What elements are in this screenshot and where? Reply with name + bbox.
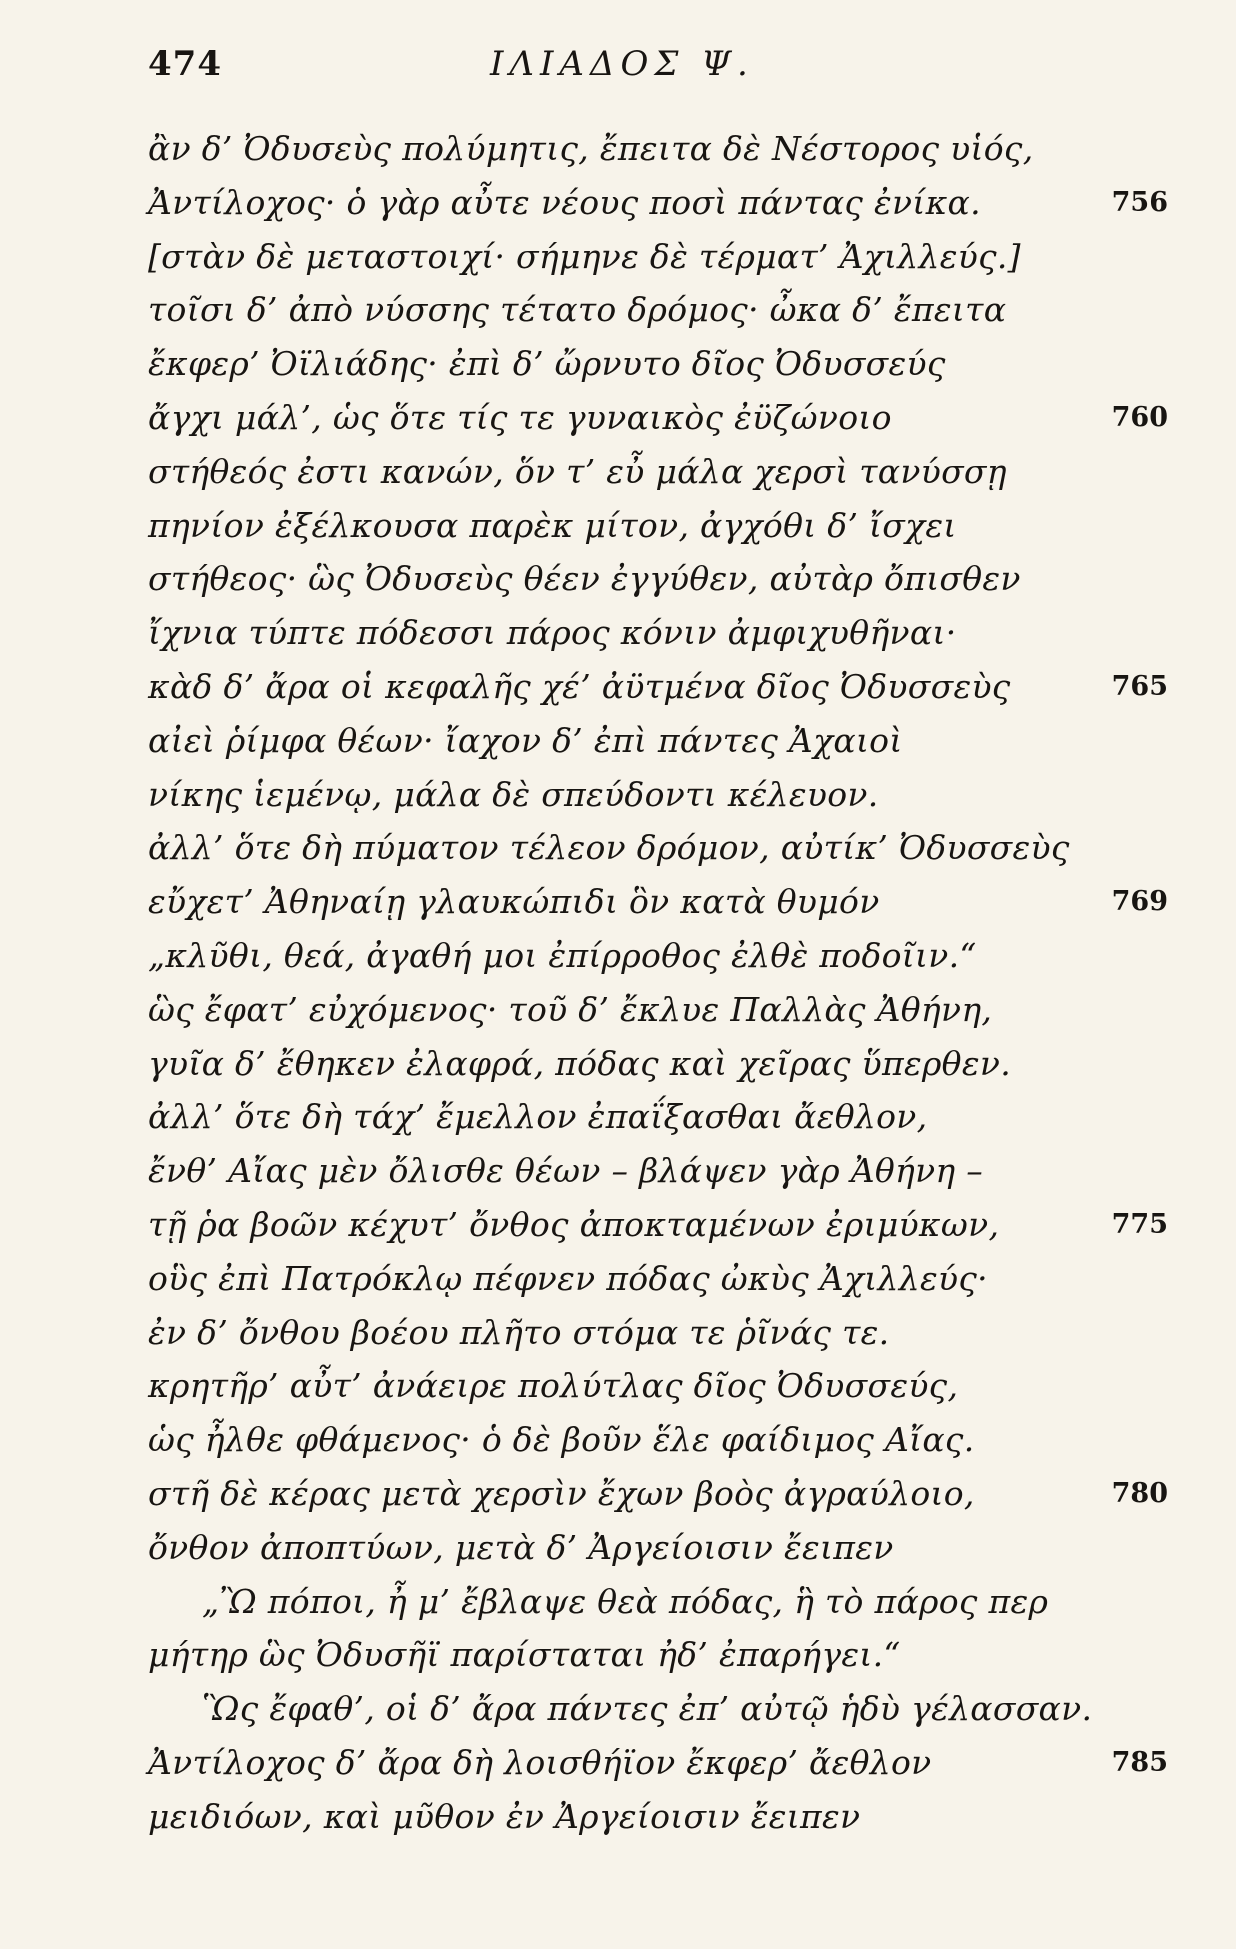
verse-text: οὓς ἐπὶ Πατρόκλῳ πέφνεν πόδας ὠκὺς Ἀχιλλεύς· [148, 1258, 988, 1298]
verse-line [148, 499, 1168, 553]
verse-line [148, 391, 1168, 445]
verse-text: ἄγχι μάλ’, ὡς ὅτε τίς τε γυναικὸς ἐϋζώνοιο [148, 397, 892, 437]
verse-text: τῇ ῥα βοῶν κέχυτ’ ὄνθος ἀποκταμένων ἐριμύκων, [148, 1204, 1000, 1244]
verse-line [148, 1359, 1168, 1413]
verse-line [148, 1144, 1168, 1198]
verse-text: ὄνθον ἀποπτύων, μετὰ δ’ Ἀργείοισιν ἔειπεν [148, 1527, 894, 1567]
verse-text: στῆ δὲ κέρας μετὰ χερσὶν ἔχων βοὸς ἀγραύλοιο, [148, 1473, 975, 1513]
verse-block [148, 122, 1168, 1844]
line-number: 775 [1111, 1208, 1168, 1240]
running-head [148, 44, 1148, 104]
verse-text: „κλῦθι, θεά, ἀγαθή μοι ἐπίρροθος ἐλθὲ ποδοῖιν.“ [148, 935, 977, 975]
verse-line [148, 1790, 1168, 1844]
verse-line [148, 122, 1168, 176]
verse-line [148, 821, 1168, 875]
verse-text: κὰδ δ’ ἄρα οἱ κεφαλῆς χέ’ ἀϋτμένα δῖος Ὀδυσσεὺς [148, 666, 1011, 706]
verse-text: κρητῆρ’ αὖτ’ ἀνάειρε πολύτλας δῖος Ὀδυσσεύς, [148, 1366, 959, 1406]
verse-line [148, 552, 1168, 606]
line-number: 785 [1111, 1746, 1168, 1778]
verse-line [148, 1575, 1168, 1629]
verse-line [148, 1090, 1168, 1144]
verse-text: ὡς ἦλθε φθάμενος· ὁ δὲ βοῦν ἕλε φαίδιμος Αἴας. [148, 1420, 975, 1460]
verse-text: Ἀντίλοχος· ὁ γὰρ αὖτε νέους ποσὶ πάντας ἐνίκα. [148, 182, 981, 222]
verse-line [148, 1037, 1168, 1091]
verse-line [148, 1306, 1168, 1360]
verse-line [148, 1736, 1168, 1790]
verse-text: στήθεός ἐστι κανών, ὅν τ’ εὖ μάλα χερσὶ τανύσσῃ [148, 451, 1007, 491]
verse-text: μειδιόων, καὶ μῦθον ἐν Ἀργείοισιν ἔειπεν [148, 1796, 861, 1836]
line-number: 760 [1111, 401, 1168, 433]
verse-line [148, 929, 1168, 983]
verse-text: ἐν δ’ ὄνθου βοέου πλῆτο στόμα τε ῥῖνάς τε. [148, 1312, 890, 1352]
verse-text: ἀλλ’ ὅτε δὴ πύματον τέλεον δρόμον, αὐτίκ’ Ὀδυσσεὺς [148, 828, 1070, 868]
verse-line [148, 1682, 1168, 1736]
line-number: 756 [1111, 186, 1168, 218]
verse-line [148, 1413, 1168, 1467]
verse-line [148, 606, 1168, 660]
verse-line [148, 875, 1168, 929]
verse-text: στήθεος· ὣς Ὀδυσεὺς θέεν ἐγγύθεν, αὐτὰρ ὄπισθεν [148, 559, 1021, 599]
verse-text: ἀλλ’ ὅτε δὴ τάχ’ ἔμελλον ἐπαΐξασθαι ἄεθλον, [148, 1097, 928, 1137]
book-title: ΙΛΙΑΔΟΣ Ψ. [490, 44, 754, 84]
page-number: 474 [148, 44, 222, 84]
verse-text: Ἀντίλοχος δ’ ἄρα δὴ λοισθήϊον ἔκφερ’ ἄεθλον [148, 1742, 932, 1782]
line-number: 780 [1111, 1477, 1168, 1509]
verse-text: πηνίον ἐξέλκουσα παρὲκ μίτον, ἀγχόθι δ’ ἴσχει [148, 505, 957, 545]
verse-text: „Ὢ πόποι, ἦ μ’ ἔβλαψε θεὰ πόδας, ἣ τὸ πάρος περ [202, 1581, 1049, 1621]
verse-text: γυῖα δ’ ἔθηκεν ἐλαφρά, πόδας καὶ χεῖρας ὕπερθεν. [148, 1043, 1011, 1083]
verse-line [148, 337, 1168, 391]
verse-text: Ὣς ἔφαθ’, οἱ δ’ ἄρα πάντες ἐπ’ αὐτῷ ἡδὺ γέλασσαν. [202, 1689, 1093, 1729]
verse-text: αἰεὶ ῥίμφα θέων· ἴαχον δ’ ἐπὶ πάντες Ἀχαιοὶ [148, 720, 903, 760]
line-number: 769 [1111, 886, 1168, 918]
verse-text: ἔκφερ’ Ὀϊλιάδης· ἐπὶ δ’ ὤρνυτο δῖος Ὀδυσσεύς [148, 344, 946, 384]
verse-line [148, 1521, 1168, 1575]
verse-line [148, 768, 1168, 822]
verse-text: ἔνθ’ Αἴας μὲν ὄλισθε θέων – βλάψεν γὰρ Ἀθήνη – [148, 1151, 984, 1191]
verse-line [148, 283, 1168, 337]
verse-line [148, 714, 1168, 768]
verse-text: μήτηρ ὣς Ὀδυσῆϊ παρίσταται ἠδ’ ἐπαρήγει.“ [148, 1635, 901, 1675]
verse-line [148, 660, 1168, 714]
verse-line [148, 1252, 1168, 1306]
verse-text: [στὰν δὲ μεταστοιχί· σήμηνε δὲ τέρματ’ Ἀχιλλεύς.] [148, 236, 1021, 276]
verse-line [148, 983, 1168, 1037]
verse-line [148, 1628, 1168, 1682]
verse-text: ἂν δ’ Ὀδυσεὺς πολύμητις, ἔπειτα δὲ Νέστορος υἱός, [148, 129, 1034, 168]
verse-text: ἴχνια τύπτε πόδεσσι πάρος κόνιν ἀμφιχυθῆναι· [148, 613, 957, 653]
verse-line [148, 445, 1168, 499]
verse-text: ὣς ἔφατ’ εὐχόμενος· τοῦ δ’ ἔκλυε Παλλὰς Ἀθήνη, [148, 989, 993, 1029]
line-number: 765 [1111, 670, 1168, 702]
verse-text: νίκης ἱεμένῳ, μάλα δὲ σπεύδοντι κέλευον. [148, 774, 879, 814]
verse-line [148, 176, 1168, 230]
verse-line [148, 1198, 1168, 1252]
verse-line [148, 1467, 1168, 1521]
verse-line [148, 230, 1168, 284]
verse-text: εὔχετ’ Ἀθηναίῃ γλαυκώπιδι ὃν κατὰ θυμόν [148, 882, 880, 922]
verse-text: τοῖσι δ’ ἀπὸ νύσσης τέτατο δρόμος· ὦκα δ’ ἔπειτα [148, 290, 1007, 330]
